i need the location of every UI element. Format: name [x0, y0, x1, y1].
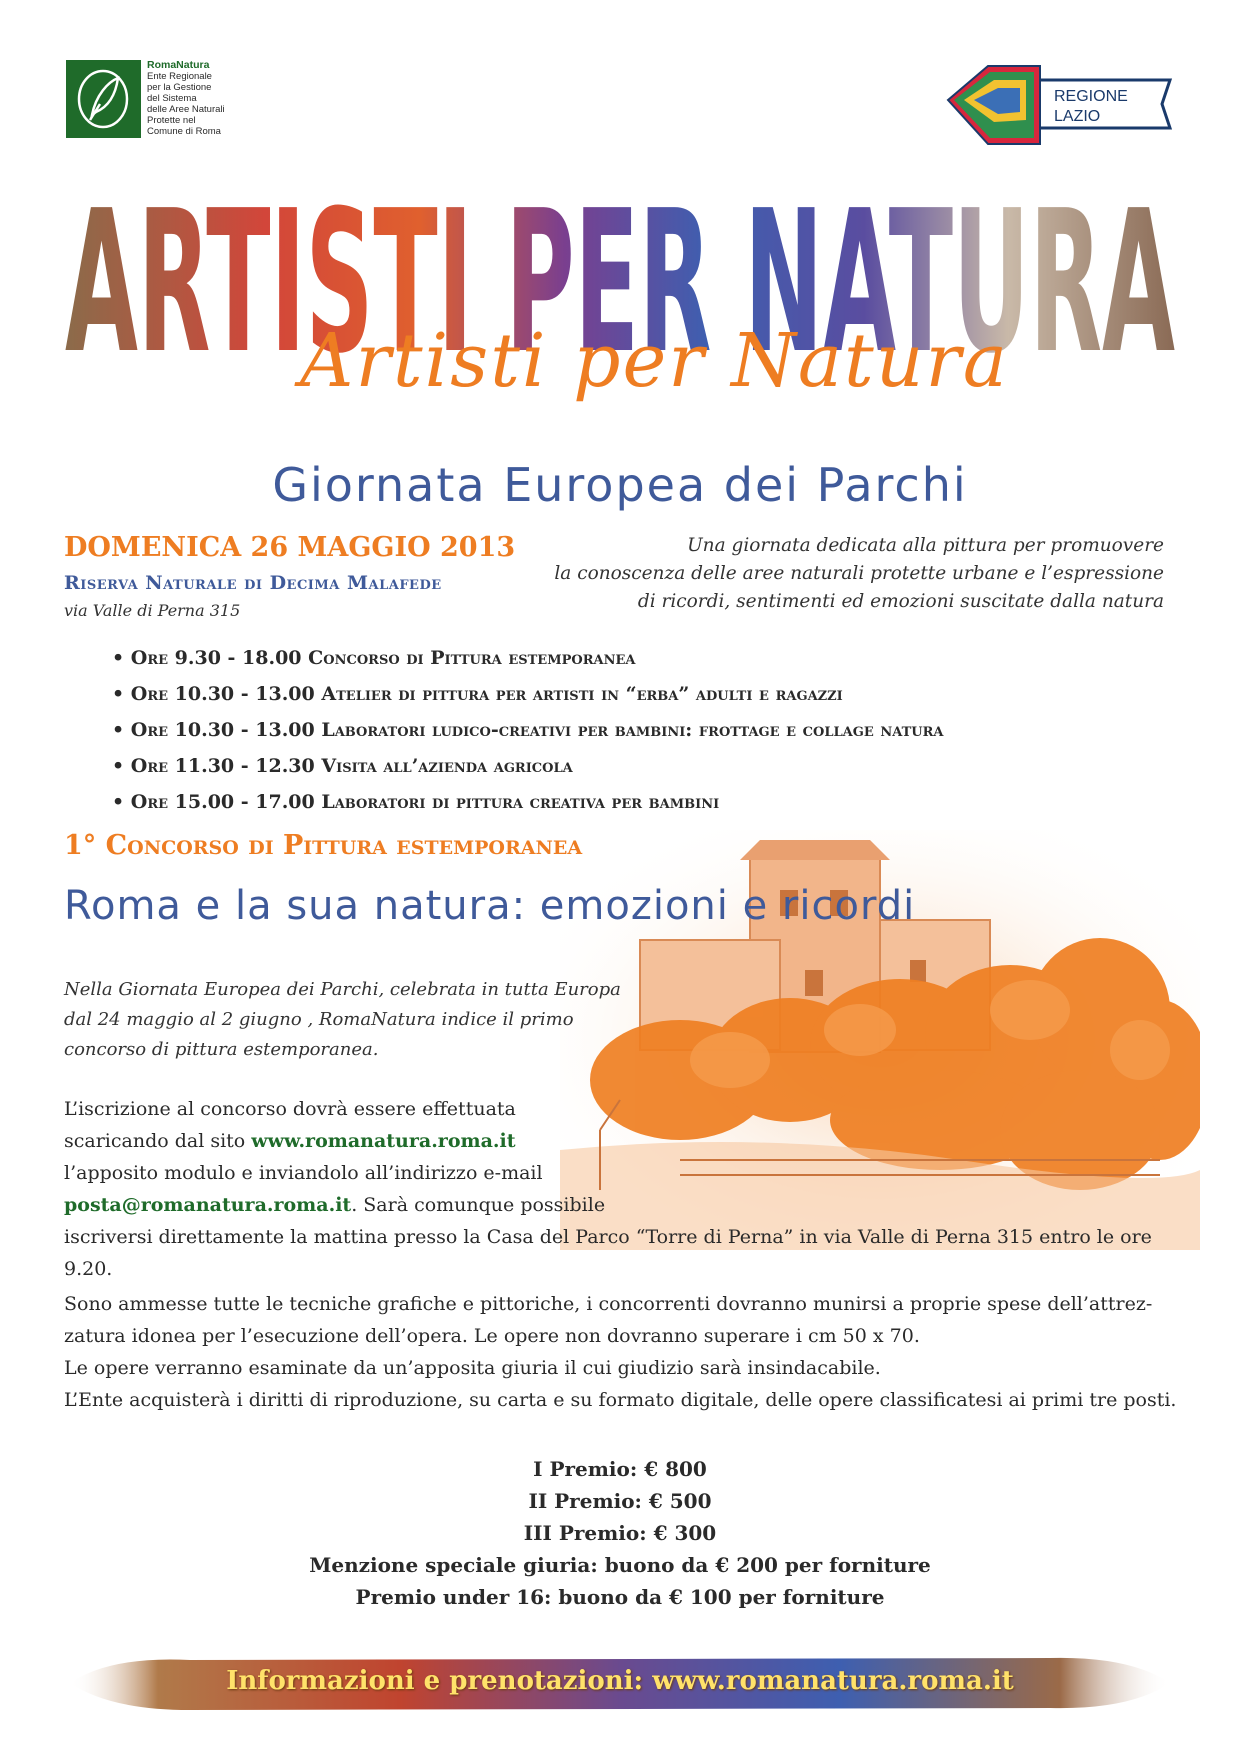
contest-registration	[64, 1093, 1184, 1285]
title-script: Artisti per Natura	[300, 318, 1009, 404]
romanatura-line: Ente Regionale	[147, 71, 212, 82]
registration-line	[64, 1189, 1184, 1221]
prize-item: Premio under 16: buono da € 100 per forniture	[355, 1585, 885, 1609]
event-address: via Valle di Perna 315	[64, 601, 241, 620]
title-big: ARTISTI PER NATURA	[65, 169, 1175, 390]
tagline-line: di ricordi, sentimenti ed emozioni suscitate dalla natura	[637, 591, 1164, 612]
prize-item: I Premio: € 800	[533, 1457, 707, 1481]
romanatura-line: delle Aree Naturali	[147, 104, 225, 115]
romanatura-line: Comune di Roma	[147, 126, 221, 137]
registration-line	[64, 1125, 1184, 1157]
regione-lazio-logo	[944, 60, 1176, 150]
event-tagline	[544, 532, 1164, 616]
schedule-item: • Ore 9.30 - 18.00 Concorso di Pittura estemporanea	[112, 640, 944, 676]
registration-text: . Sarà comunque possibile	[351, 1194, 606, 1216]
romanatura-logo	[66, 60, 141, 138]
lazio-line1: REGIONE	[1054, 88, 1128, 105]
prize-item: III Premio: € 300	[523, 1521, 717, 1545]
prize-item: Menzione speciale giuria: buono da € 200 per forniture	[309, 1553, 931, 1577]
rules-line: L’Ente acquisterà i diritti di riproduzione, su carta e su formato digitale, delle opere classificatesi ai primi tre posti.	[64, 1389, 1177, 1411]
contest-rules	[64, 1288, 1184, 1416]
subtitle: Giornata Europea dei Parchi	[272, 458, 968, 512]
rules-line: Sono ammesse tutte le tecniche grafiche e pittoriche, i concorrenti dovranno munirsi a proprie spese dell’attrez-	[64, 1293, 1153, 1315]
contest-theme: Roma e la sua natura: emozioni e ricordi	[64, 883, 916, 929]
footer-info: Informazioni e prenotazioni: www.romanatura.roma.it	[226, 1666, 1014, 1696]
romanatura-line: Protette nel	[147, 115, 196, 126]
registration-text: scaricando dal sito	[64, 1130, 252, 1152]
rules-line: Le opere verranno esaminate da un’apposita giuria il cui giudizio sarà insindacabile.	[64, 1357, 881, 1379]
website-link[interactable]: www.romanatura.roma.it	[251, 1130, 516, 1152]
lazio-line2: LAZIO	[1054, 108, 1101, 125]
intro-line: dal 24 maggio al 2 giugno , RomaNatura indice il primo	[64, 1009, 574, 1030]
contest-intro	[64, 975, 644, 1065]
schedule-item: • Ore 10.30 - 13.00 Laboratori ludico-creativi per bambini: frottage e collage natura	[112, 712, 944, 748]
registration-line: l’apposito modulo e inviandolo all’indirizzo e-mail	[64, 1162, 543, 1184]
romanatura-logo-text	[147, 60, 277, 137]
leaf-icon	[66, 60, 141, 138]
event-place: Riserva Naturale di Decima Malafede	[64, 572, 442, 594]
tagline-line: Una giornata dedicata alla pittura per promuovere	[687, 535, 1164, 556]
tagline-line: la conoscenza delle aree naturali protette urbane e l’espressione	[554, 563, 1164, 584]
intro-line: Nella Giornata Europea dei Parchi, celebrata in tutta Europa	[64, 979, 621, 1000]
prizes-list	[0, 1453, 1240, 1613]
romanatura-brand: RomaNatura	[147, 59, 210, 71]
email-link[interactable]: posta@romanatura.roma.it	[64, 1194, 352, 1216]
prize-item: II Premio: € 500	[528, 1489, 712, 1513]
rules-line: zatura idonea per l’esecuzione dell’opera. Le opere non dovranno superare i cm 50 x 70.	[64, 1325, 920, 1347]
event-date: DOMENICA 26 MAGGIO 2013	[64, 532, 516, 563]
schedule-item: • Ore 10.30 - 13.00 Atelier di pittura per artisti in “erba” adulti e ragazzi	[112, 676, 944, 712]
registration-line: L’iscrizione al concorso dovrà essere effettuata	[64, 1098, 516, 1120]
schedule-list	[112, 640, 944, 820]
romanatura-line: per la Gestione	[147, 82, 212, 93]
schedule-item: • Ore 11.30 - 12.30 Visita all’azienda agricola	[112, 748, 944, 784]
schedule-item: • Ore 15.00 - 17.00 Laboratori di pittura creativa per bambini	[112, 784, 944, 820]
romanatura-line: del Sistema	[147, 93, 197, 104]
intro-line: concorso di pittura estemporanea.	[64, 1039, 379, 1060]
contest-heading: 1° Concorso di Pittura estemporanea	[64, 830, 583, 861]
registration-line: iscriversi direttamente la mattina presso la Casa del Parco “Torre di Perna” in via Valle di Perna 315 entro le ore 9.20.	[64, 1226, 1152, 1280]
